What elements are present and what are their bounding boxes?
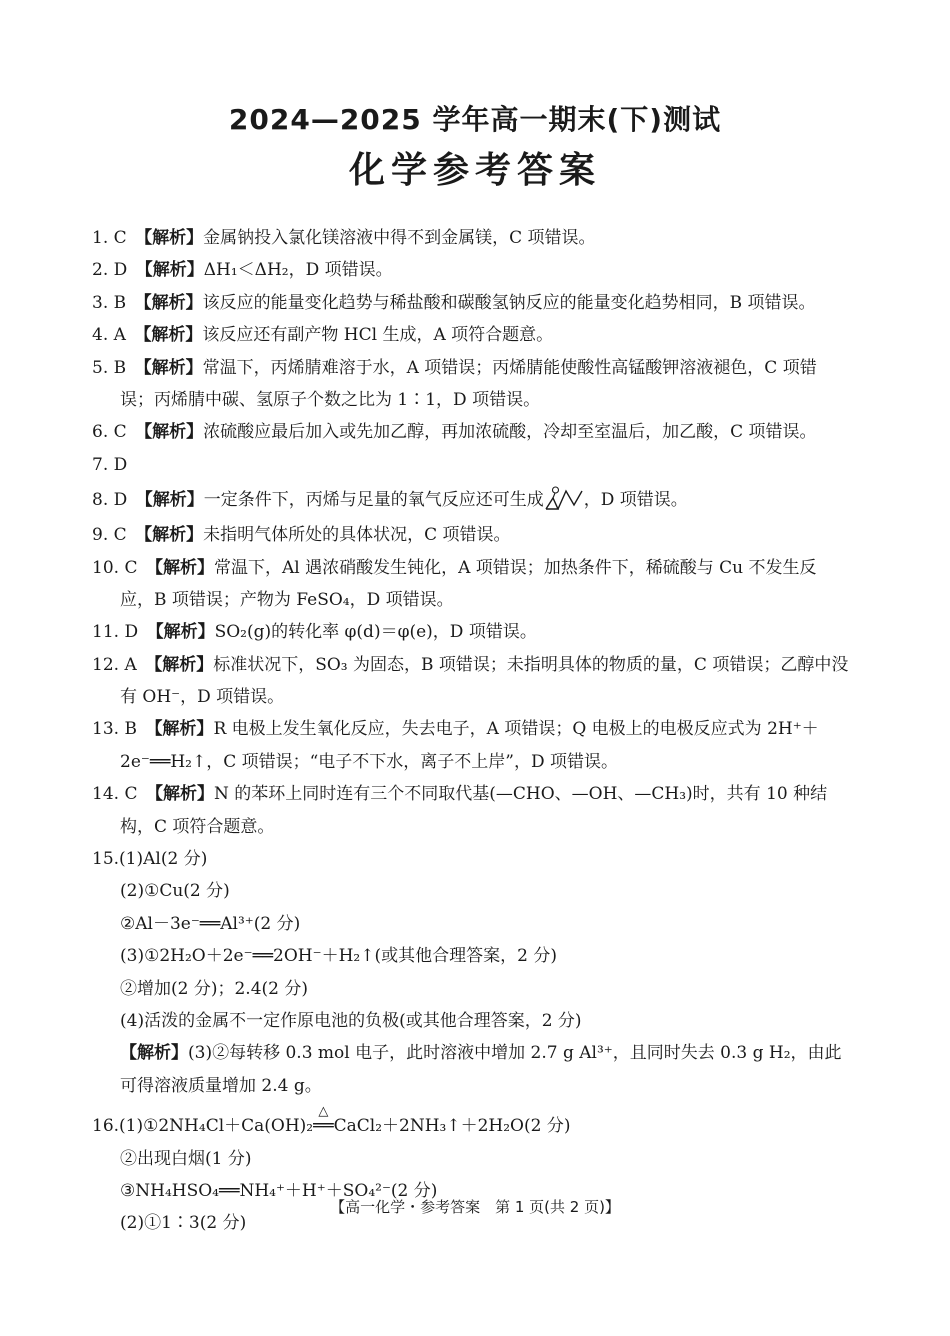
answer-9 [92, 519, 872, 551]
answer-5 [92, 352, 872, 384]
answer-number: 2. D [92, 260, 128, 281]
answer-line: ②增加(2 分)；2.4(2 分) [120, 978, 309, 999]
analysis-tag: 【解析】 [143, 525, 204, 546]
analysis-tag: 【解析】 [154, 557, 214, 578]
analysis-text: 未指明气体所处的具体状况，C 项错误。 [203, 525, 511, 546]
analysis-text: 2e⁻══H₂↑，C 项错误；“电子不下水，离子不上岸”，D 项错误。 [120, 751, 619, 772]
analysis-tag: 【解析】 [144, 490, 204, 511]
answer-10-continued [92, 584, 872, 616]
answer-line: (2)①Cu(2 分) [120, 881, 230, 902]
answer-line: (1)①2NH₄Cl＋Ca(OH)₂ [119, 1116, 314, 1137]
answer-number: 8. D [92, 490, 128, 511]
answer-number: 7. D [92, 454, 128, 475]
answer-line: (4)活泼的金属不一定作原电池的负极(或其他合理答案，2 分) [120, 1010, 582, 1031]
answer-8 [92, 481, 872, 519]
answer-number: 3. B [92, 292, 127, 313]
analysis-text: 浓硫酸应最后加入或先加乙醇，再加浓硫酸，冷却至室温后，加乙酸，C 项错误。 [203, 422, 817, 443]
answer-12-continued [92, 681, 872, 713]
answer-number: 12. A [92, 654, 137, 675]
answer-11 [92, 616, 872, 648]
answer-3 [92, 287, 872, 319]
answer-list [92, 222, 872, 1240]
answer-number: 1. C [92, 228, 127, 248]
answer-number: 4. A [92, 325, 126, 346]
answer-number: 13. B [92, 719, 137, 740]
answer-number: 15. [92, 849, 120, 870]
answer-15 [92, 843, 872, 875]
answer-15-analysis [92, 1037, 872, 1069]
analysis-text: (3)②每转移 0.3 mol 电子，此时溶液中增加 2.7 g Al³⁺，且同时失去 0.3 g H₂，由此 [188, 1043, 842, 1064]
answer-14-continued [92, 811, 872, 843]
answer-7 [92, 449, 872, 481]
analysis-tag: 【解析】 [154, 784, 214, 805]
analysis-text: N 的苯环上同时连有三个不同取代基(—CHO、—OH、—CH₃)时，共有 10 种结 [213, 784, 828, 805]
analysis-tag: 【解析】 [142, 325, 203, 346]
analysis-tag: 【解析】 [153, 654, 214, 675]
analysis-text: SO₂(g)的转化率 φ(d)＝φ(e)，D 项错误。 [214, 622, 537, 643]
analysis-text: 常温下，丙烯腈难溶于水，A 项错误；丙烯腈能使酸性高锰酸钾溶液褪色，C 项错 [202, 357, 817, 378]
page-title: 2024—2025 学年高一期末(下)测试 [228, 103, 722, 136]
analysis-tag: 【解析】 [143, 228, 204, 248]
answer-6 [92, 416, 872, 448]
answer-4 [92, 319, 872, 351]
answer-15-analysis-continued [92, 1070, 872, 1102]
analysis-text: 该反应的能量变化趋势与稀盐酸和碳酸氢钠反应的能量变化趋势相同，B 项错误。 [202, 292, 816, 313]
analysis-text: 金属钠投入氯化镁溶液中得不到金属镁，C 项错误。 [203, 228, 596, 248]
page-subtitle: 化学参考答案 [348, 150, 601, 191]
analysis-text: 标准状况下，SO₃ 为固态，B 项错误；未指明具体的物质的量，C 项错误；乙醇中没 [213, 654, 849, 675]
analysis-tag: 【解析】 [143, 357, 203, 378]
analysis-text: ΔH₁＜ΔH₂，D 项错误。 [203, 260, 393, 281]
answer-15-line [92, 908, 872, 940]
analysis-text: 一定条件下，丙烯与足量的氧气反应还可生成 [203, 490, 544, 511]
analysis-tag: 【解析】 [143, 422, 204, 443]
analysis-tag: 【解析】 [143, 292, 203, 313]
analysis-text: 有 OH⁻，D 项错误。 [120, 687, 285, 708]
heat-condition: △ ══ [313, 1110, 333, 1142]
answer-line: (1)Al(2 分) [119, 849, 208, 870]
answer-number: 11. D [92, 622, 139, 643]
answer-1 [92, 222, 872, 254]
answer-number: 14. C [92, 784, 138, 805]
answer-number: 6. C [92, 422, 127, 443]
analysis-text: 常温下，Al 遇浓硝酸发生钝化，A 项错误；加热条件下，稀硫酸与 Cu 不发生反 [213, 557, 817, 578]
heat-symbol: △ [318, 1104, 329, 1120]
answer-15-line [92, 940, 872, 972]
answer-16 [92, 1104, 872, 1142]
answer-line: ②出现白烟(1 分) [120, 1148, 252, 1169]
analysis-text: R 电极上发生氧化反应，失去电子，A 项错误；Q 电极上的电极反应式为 2H⁺＋ [213, 719, 819, 740]
answer-5-continued [92, 384, 872, 416]
answer-number: 9. C [92, 525, 127, 546]
answer-15-line [92, 875, 872, 907]
answer-15-line [92, 973, 872, 1005]
answer-2 [92, 254, 872, 286]
answer-14 [92, 778, 872, 810]
answer-10 [92, 552, 872, 584]
answer-number: 10. C [92, 557, 138, 578]
answer-number: 5. B [92, 357, 127, 378]
analysis-text: 可得溶液质量增加 2.4 g。 [120, 1075, 322, 1096]
analysis-tag: 【解析】 [155, 622, 215, 643]
analysis-text: 误；丙烯腈中碳、氢原子个数之比为 1∶1，D 项错误。 [120, 389, 541, 410]
answer-number: 16. [92, 1116, 120, 1137]
answer-13-continued [92, 746, 872, 778]
answer-12 [92, 649, 872, 681]
analysis-tag: 【解析】 [120, 1043, 188, 1064]
answer-line: (2)①1∶3(2 分) [120, 1213, 247, 1234]
answer-16-line [92, 1143, 872, 1175]
answer-line: ②Al－3e⁻══Al³⁺(2 分) [120, 913, 301, 934]
answer-13 [92, 713, 872, 745]
analysis-text-after: ，D 项错误。 [583, 490, 688, 511]
answer-line: CaCl₂＋2NH₃↑＋2H₂O(2 分) [333, 1116, 571, 1137]
page-footer: 【高一化学・参考答案 第 1 页(共 2 页)】 [330, 1198, 620, 1216]
analysis-tag: 【解析】 [144, 260, 204, 281]
answer-15-line [92, 1005, 872, 1037]
answer-line: (3)①2H₂O＋2e⁻══2OH⁻＋H₂↑(或其他合理答案，2 分) [120, 946, 557, 967]
epoxide-structure-icon [544, 485, 584, 513]
answer-line: ③NH₄HSO₄══NH₄⁺＋H⁺＋SO₄²⁻(2 分) [120, 1180, 438, 1201]
analysis-text: 应，B 项错误；产物为 FeSO₄，D 项错误。 [120, 589, 454, 610]
analysis-text: 该反应还有副产物 HCl 生成，A 项符合题意。 [202, 325, 554, 346]
analysis-tag: 【解析】 [153, 719, 214, 740]
analysis-text: 构，C 项符合题意。 [120, 816, 275, 837]
